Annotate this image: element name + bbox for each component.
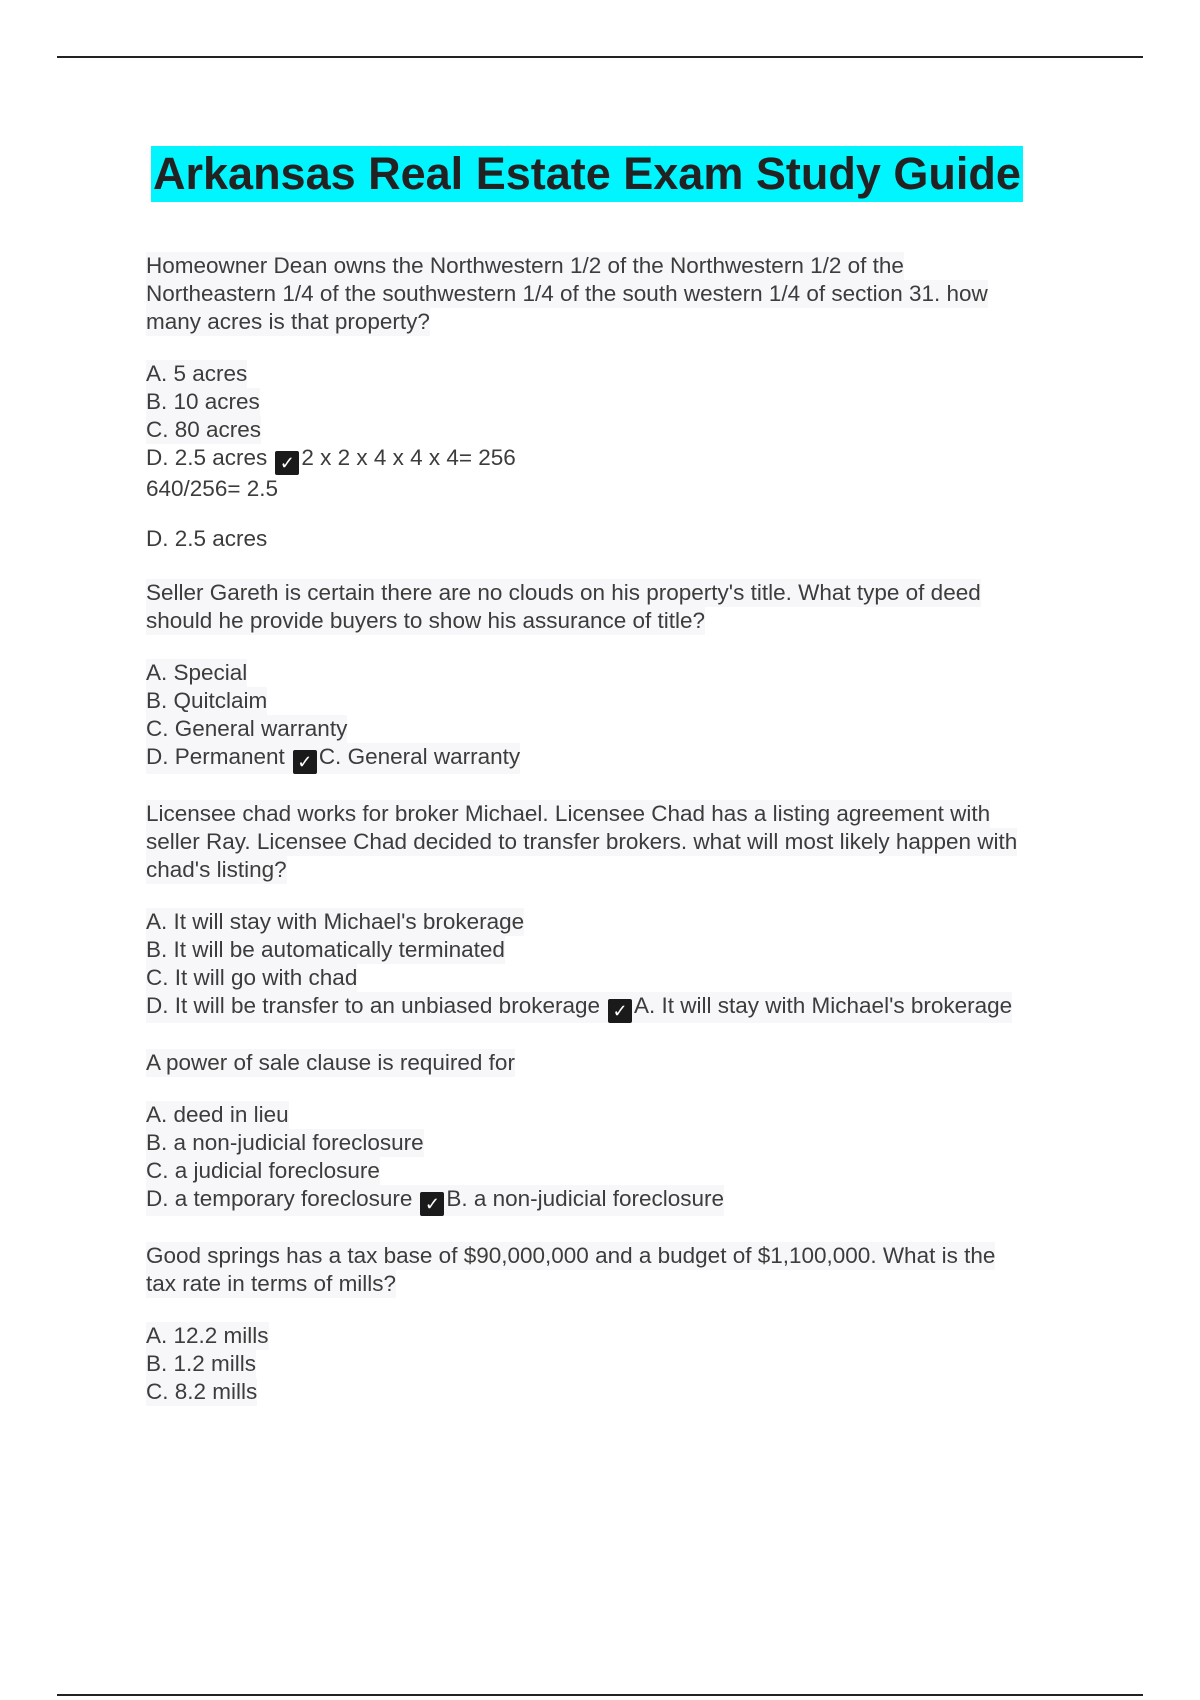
correct-answer: C. General warranty bbox=[318, 744, 521, 769]
correct-answer: B. a non-judicial foreclosure bbox=[446, 1186, 725, 1211]
option-a: A. 12.2 mills bbox=[146, 1323, 269, 1348]
question-stem-line: Homeowner Dean owns the Northwestern 1/2 of the Northwestern 1/2 of the bbox=[146, 253, 904, 278]
question-stem-line: should he provide buyers to show his assurance of title? bbox=[146, 608, 706, 633]
calculation-note: 640/256= 2.5 bbox=[146, 476, 279, 501]
option-a: A. It will stay with Michael's brokerage bbox=[146, 909, 525, 934]
checkmark-icon: ✓ bbox=[293, 750, 317, 774]
question-3 bbox=[146, 800, 1086, 1023]
option-a: A. 5 acres bbox=[146, 361, 248, 386]
option-c: C. General warranty bbox=[146, 716, 348, 741]
option-b: B. a non-judicial foreclosure bbox=[146, 1130, 424, 1155]
option-c: C. 80 acres bbox=[146, 417, 262, 442]
option-b: B. 10 acres bbox=[146, 389, 260, 414]
option-c: C. 8.2 mills bbox=[146, 1379, 258, 1404]
page-title: Arkansas Real Estate Exam Study Guide bbox=[151, 146, 1023, 202]
question-stem-line: tax rate in terms of mills? bbox=[146, 1271, 397, 1296]
question-stem-line: Seller Gareth is certain there are no clouds on his property's title. What type of deed bbox=[146, 580, 981, 605]
checkmark-icon: ✓ bbox=[275, 451, 299, 475]
question-stem-line: Northeastern 1/4 of the southwestern 1/4 of the south western 1/4 of section 31. how bbox=[146, 281, 988, 306]
option-d-row bbox=[146, 992, 1012, 1023]
option-c: C. It will go with chad bbox=[146, 965, 358, 990]
question-stem-line: many acres is that property? bbox=[146, 309, 430, 334]
question-2 bbox=[146, 579, 1086, 774]
option-b: B. 1.2 mills bbox=[146, 1351, 257, 1376]
question-stem-line: chad's listing? bbox=[146, 857, 287, 882]
option-d: D. It will be transfer to an unbiased brokerage bbox=[146, 993, 600, 1018]
question-5 bbox=[146, 1242, 1086, 1406]
option-a: A. deed in lieu bbox=[146, 1102, 289, 1127]
question-stem-line: seller Ray. Licensee Chad decided to transfer brokers. what will most likely happen with bbox=[146, 829, 1018, 854]
option-d-row bbox=[146, 743, 520, 774]
answer-explanation: 2 x 2 x 4 x 4 x 4= 256 bbox=[301, 445, 516, 470]
option-c: C. a judicial foreclosure bbox=[146, 1158, 380, 1183]
option-d-row bbox=[146, 1185, 724, 1216]
option-d: D. 2.5 acres bbox=[146, 445, 268, 470]
option-d: D. a temporary foreclosure bbox=[146, 1186, 413, 1211]
top-rule bbox=[57, 56, 1143, 58]
question-4 bbox=[146, 1049, 1086, 1216]
checkmark-icon: ✓ bbox=[608, 999, 632, 1023]
option-d-row bbox=[146, 444, 1086, 475]
bottom-rule bbox=[57, 1694, 1143, 1696]
question-1 bbox=[146, 252, 1086, 553]
option-a: A. Special bbox=[146, 660, 248, 685]
question-stem-line: Licensee chad works for broker Michael. Licensee Chad has a listing agreement with bbox=[146, 801, 991, 826]
final-answer: D. 2.5 acres bbox=[146, 526, 268, 551]
document-body bbox=[146, 146, 1086, 1432]
option-d: D. Permanent bbox=[146, 744, 285, 769]
correct-answer: A. It will stay with Michael's brokerage bbox=[634, 993, 1013, 1018]
option-b: B. Quitclaim bbox=[146, 688, 268, 713]
checkmark-icon: ✓ bbox=[420, 1192, 444, 1216]
option-b: B. It will be automatically terminated bbox=[146, 937, 505, 962]
question-stem-line: A power of sale clause is required for bbox=[146, 1050, 515, 1075]
question-stem-line: Good springs has a tax base of $90,000,000 and a budget of $1,100,000. What is the bbox=[146, 1243, 996, 1268]
